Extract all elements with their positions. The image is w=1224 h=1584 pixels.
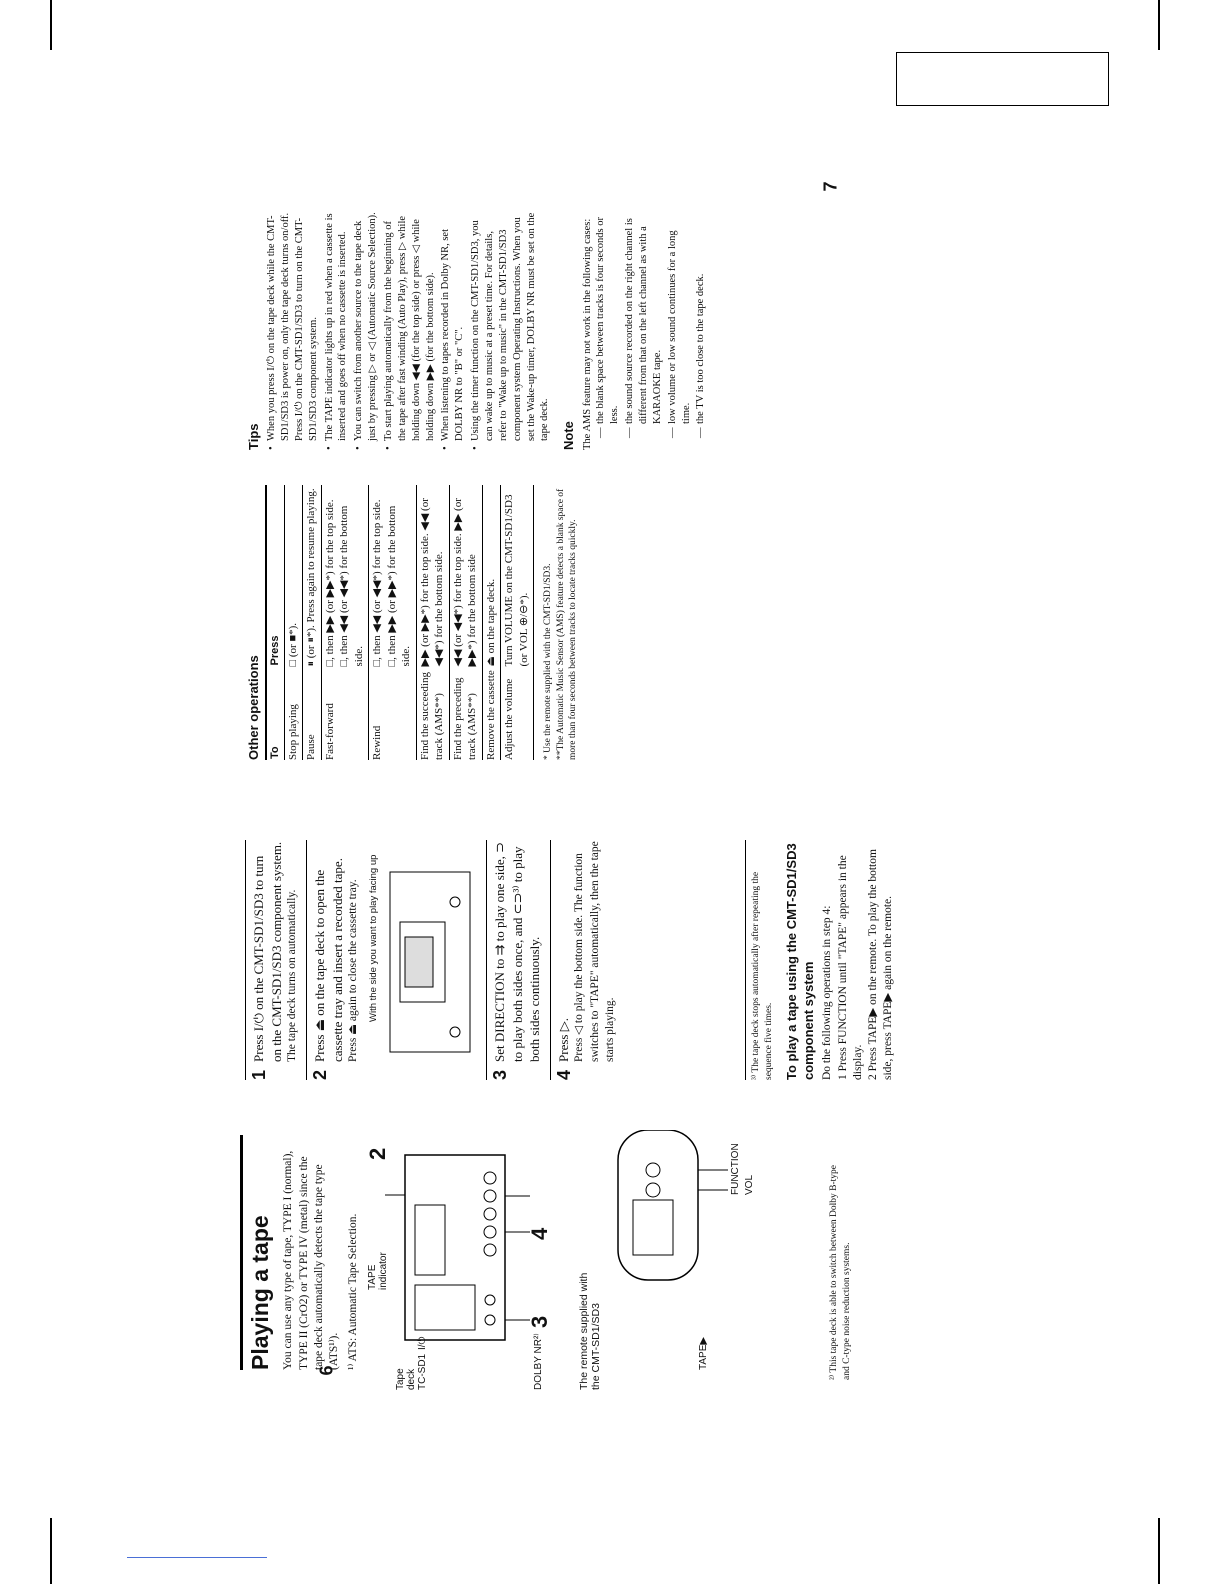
table-row xyxy=(416,485,449,760)
callout-4: 4 xyxy=(527,1227,552,1240)
footnote-ats: ¹⁾ ATS: Automatic Tape Selection. xyxy=(347,1213,360,1370)
remote-step-2: 2 Press TAPE▶ on the remote. To play the bottom side, press TAPE▶ again on the remote. xyxy=(866,849,895,1080)
step-number: 4 xyxy=(553,1069,574,1080)
table-row xyxy=(482,485,501,760)
ops-col-press: Press xyxy=(266,485,284,667)
footnote-dolby: ²⁾ This tape deck is able to switch between Dolby B-type and C-type noise reduction systems. xyxy=(829,1164,852,1380)
ops-press: ⏸ (or ⏸*). Press again to resume playing. xyxy=(303,485,322,667)
intro-text: You can use any type of tape, TYPE I (normal), TYPE II (CrO2) or TYPE IV (metal) since the tape deck automatically detects the tape type (ATS¹⁾). xyxy=(282,1150,340,1370)
ops-header-row xyxy=(266,485,284,760)
step-sub: Press ⏏ again to close the cassette tray. xyxy=(347,879,360,1062)
ops-press: □, then ◀◀ (or ◀◀*) for the top side. □, then ▶▶ (or ▶▶*) for the bottom side. xyxy=(369,485,417,667)
step-number: 2 xyxy=(310,1069,331,1080)
list-item: — the sound source recorded on the right channel is different from that on the left channel as with a KARAOKE tape. xyxy=(623,210,665,438)
tips-list xyxy=(265,210,552,450)
ops-to: Adjust the volume xyxy=(501,667,534,761)
tape-deck-svg xyxy=(365,1130,555,1390)
ops-press: ⏏ on the tape deck. xyxy=(482,485,501,667)
ops-to: Remove the cassette xyxy=(482,667,501,761)
page-number-right: 7 xyxy=(820,181,841,192)
other-operations xyxy=(245,485,645,760)
crop-mark-br xyxy=(1158,1518,1160,1584)
step-1 xyxy=(245,840,306,1080)
power-label: I/⏻ xyxy=(417,1336,428,1350)
note-heading: Note xyxy=(561,421,577,450)
left-column xyxy=(240,1135,380,1370)
note-list xyxy=(594,210,708,450)
ops-to: Pause xyxy=(303,667,322,761)
tips-column xyxy=(245,210,707,450)
remote-intro: Do the following operations in step 4: xyxy=(821,905,834,1080)
page-title: Playing a tape xyxy=(240,1135,275,1370)
footer-link-line xyxy=(127,1557,267,1558)
steps-column xyxy=(245,840,616,1080)
list-item: • To start playing automatically from the beginning of the tape after fast winding (Auto Play), press ▷ while holding down ◀◀ (for the top side) or press ◁ while holding down ▶▶ (for the bottom side). xyxy=(382,210,437,450)
ops-press: ◀◀ (or ◀◀*) for the top side. ▶▶ (or ▶▶*) for the bottom side xyxy=(449,485,482,667)
ops-col-to: To xyxy=(266,667,284,761)
tips-heading: Tips xyxy=(246,423,261,450)
footnote-dolby-wrap xyxy=(828,1150,868,1380)
step-main: Press ▷. xyxy=(555,1018,571,1062)
list-item: • When you press I/⏻ on the tape deck while the CMT-SD1/SD3 is power on, only the tape deck turns on/off. Press I/⏻ on the CMT-SD1/SD3 to turn on the CMT-SD1/SD3 component system. xyxy=(265,210,320,450)
list-item: • You can switch from another source to the tape deck just by pressing ▷ or ◁ (Automatic Source Selection). xyxy=(352,210,380,450)
ops-to: Stop playing xyxy=(284,667,303,761)
list-item: — the blank space between tracks is four seconds or less. xyxy=(594,210,622,438)
list-item: • Using the timer function on the CMT-SD1/SD3, you can wake up to music at a preset time. For details, refer to "Wake up to music" in the CMT-SD1/SD3 component system Operating Instructions. When you set the Wake-up timer, DOLBY NR must be set on the tape deck. xyxy=(469,210,552,450)
remote-label: The remote supplied with the CMT-SD1/SD3 xyxy=(578,1272,602,1390)
table-row xyxy=(303,485,322,760)
list-item: — the TV is too close to the tape deck. xyxy=(694,210,708,438)
ops-table xyxy=(265,485,534,760)
ops-to: Find the succeeding track (AMS**) xyxy=(416,667,449,761)
ops-to: Fast-forward xyxy=(321,667,369,761)
table-row xyxy=(369,485,417,760)
callout-2: 2 xyxy=(365,1147,390,1160)
crop-mark-tr xyxy=(1158,0,1160,50)
remote-section xyxy=(745,840,895,1080)
cassette-caption: With the side you want to play facing up xyxy=(367,854,379,1022)
remote-heading: To play a tape using the CMT-SD1/SD3 component system xyxy=(784,843,817,1080)
ops-to: Rewind xyxy=(369,667,417,761)
table-row xyxy=(284,485,303,760)
ops-note-star: * Use the remote supplied with the CMT-SD1/SD3. xyxy=(543,563,554,760)
footnote-repeat: ³⁾ The tape deck stops automatically after repeating the sequence five times. xyxy=(745,840,775,1080)
deck-label: Tape deck TC-SD1 xyxy=(395,1353,428,1390)
ops-press: □, then ▶▶ (or ▶▶*) for the top side. □, then ◀◀ (or ◀◀*) for the bottom side. xyxy=(321,485,369,667)
crop-mark-bl xyxy=(50,1518,52,1584)
ops-press: Turn VOLUME on the CMT-SD1/SD3 (or VOL ⊕/⊖*). xyxy=(501,485,534,667)
step-main: Press I/⏻ on the CMT-SD1/SD3 to turn on the CMT-SD1/SD3 component system. xyxy=(251,841,284,1062)
list-item: • The TAPE indicator lights up in red when a cassette is inserted and goes off when no cassette is inserted. xyxy=(323,210,351,450)
callout-3: 3 xyxy=(527,1315,552,1328)
step-main: Set DIRECTION to ⇉ to play one side, ⊃ to play both sides once, and ⊂⊃³⁾ to play both sides continuously. xyxy=(492,841,543,1062)
step-2 xyxy=(306,840,486,1080)
remote-step-1: 1 Press FUNCTION until "TAPE" appears in the display. xyxy=(836,855,864,1080)
cassette-insert-svg xyxy=(380,862,475,1062)
table-row xyxy=(321,485,369,760)
note-intro: The AMS feature may not work in the following cases: xyxy=(581,218,593,450)
step-main: Press ⏏ on the tape deck to open the cassette tray and insert a recorded tape. xyxy=(312,858,345,1062)
table-row xyxy=(449,485,482,760)
ops-press: □ (or ■*). xyxy=(284,485,303,667)
ops-note-ams: **The Automatic Music Sensor (AMS) feature detects a blank space of more than four seconds between tracks to locate tracks quickly. xyxy=(555,488,579,760)
list-item: • When listening to tapes recorded in Dolby NR, set DOLBY NR to "B" or "C". xyxy=(439,210,467,450)
step-3 xyxy=(486,840,550,1080)
table-row xyxy=(501,485,534,760)
vol-label: VOL xyxy=(744,1174,755,1195)
page-number-left: 6 xyxy=(316,1365,337,1376)
function-label: FUNCTION xyxy=(730,1143,741,1195)
tape-indicator-label: TAPE indicator xyxy=(367,1252,389,1290)
step-4 xyxy=(550,840,624,1080)
step-sub: Press ◁ to play the bottom side. The function switches to "TAPE" automatically, then the tape starts playing. xyxy=(573,841,616,1062)
ops-press: ▶▶ (or ▶▶*) for the top side. ◀◀ (or ◀◀*) for the bottom side. xyxy=(416,485,449,667)
step-number: 3 xyxy=(490,1069,511,1080)
step-sub: The tape deck turns on automatically. xyxy=(286,889,299,1062)
header-box xyxy=(896,52,1109,106)
remote-diagram xyxy=(578,1130,768,1390)
tape-button-label: TAPE▶ xyxy=(698,1336,709,1370)
ops-to: Find the preceding track (AMS**) xyxy=(449,667,482,761)
tape-deck-diagram xyxy=(365,1130,555,1390)
step-number: 1 xyxy=(249,1069,269,1080)
ops-heading: Other operations xyxy=(246,655,261,760)
dolby-label: DOLBY NR²⁾ xyxy=(533,1333,544,1390)
crop-mark-tl xyxy=(50,0,52,50)
list-item: — low volume or low sound continues for a long time. xyxy=(666,210,694,438)
